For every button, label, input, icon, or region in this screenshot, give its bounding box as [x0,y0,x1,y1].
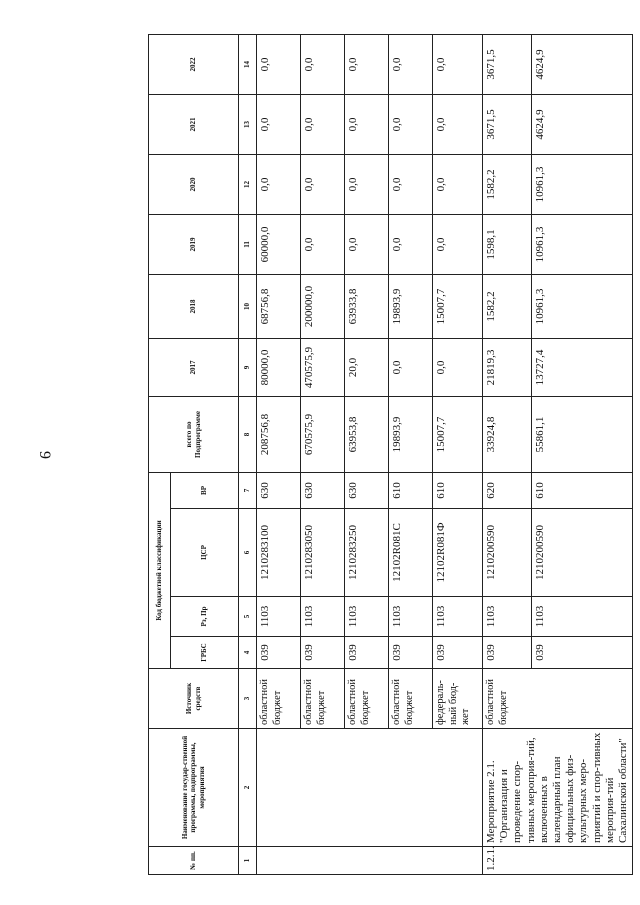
year-cell: 15007,7 [433,274,483,338]
source-cell: областной бюджет [389,669,433,729]
source-cell: федераль-ный бюд-жет [433,669,483,729]
total-cell: 19893,9 [389,396,433,472]
column-number: 11 [239,214,257,274]
vr-cell: 610 [433,472,483,508]
column-number: 6 [239,509,257,597]
continuation-name-cell [257,729,483,847]
header-year: 2017 [149,338,239,396]
rzpr-cell: 1103 [531,597,633,637]
year-cell: 1582,2 [483,274,532,338]
csr-cell: 1210200590 [483,509,532,597]
header-name: Наименование государ-ственной программы, подпрограммы, мероприятия [149,729,239,847]
vr-cell: 630 [257,472,301,508]
budget-table-rotated [148,35,629,875]
column-number: 14 [239,34,257,94]
csr-cell: 1210200590 [531,509,633,597]
year-cell: 0,0 [301,94,345,154]
measure-name-cell: Мероприятие 2.1. "Организация и проведение спор-тивных мероприя-тий, включенных в календарный план официальных физ-культурных меро-приятий и спор-тивных мероприя-тий Сахалинской области" [483,729,633,847]
header-year: 2021 [149,94,239,154]
year-cell: 0,0 [257,94,301,154]
header-year: 2020 [149,154,239,214]
column-number: 12 [239,154,257,214]
csr-cell: 12102R081С [389,509,433,597]
header-total: всего по Подпрограмме [149,396,239,472]
rzpr-cell: 1103 [389,597,433,637]
vr-cell: 630 [345,472,389,508]
column-number: 10 [239,274,257,338]
source-cell: областной бюджет [257,669,301,729]
column-number: 9 [239,338,257,396]
budget-table [148,34,633,875]
year-cell: 0,0 [389,94,433,154]
csr-cell: 1210283250 [345,509,389,597]
column-number: 1 [239,847,257,875]
total-cell: 670575,9 [301,396,345,472]
header-csr: ЦСР [171,509,239,597]
total-cell: 55861,1 [531,396,633,472]
header-kbk: Код бюджетной классификации [149,472,171,668]
column-number: 13 [239,94,257,154]
rzpr-cell: 1103 [345,597,389,637]
table-row [257,34,301,874]
year-cell: 10961,3 [531,154,633,214]
year-cell: 0,0 [345,154,389,214]
csr-cell: 1210283050 [301,509,345,597]
year-cell: 0,0 [257,154,301,214]
vr-cell: 630 [301,472,345,508]
total-cell: 15007,7 [433,396,483,472]
rzpr-cell: 1103 [483,597,532,637]
year-cell: 0,0 [345,214,389,274]
grbs-cell: 039 [483,637,532,669]
year-cell: 0,0 [301,34,345,94]
grbs-cell: 039 [531,637,633,669]
total-cell: 208756,8 [257,396,301,472]
vr-cell: 620 [483,472,532,508]
header-grbs: ГРБС [171,637,239,669]
grbs-cell: 039 [345,637,389,669]
year-cell: 0,0 [433,338,483,396]
year-cell: 4624,9 [531,34,633,94]
year-cell: 470575,9 [301,338,345,396]
year-cell: 0,0 [433,34,483,94]
header-year: 2018 [149,274,239,338]
page-number: 9 [36,451,53,459]
grbs-cell: 039 [433,637,483,669]
year-cell: 21819,3 [483,338,532,396]
header-vr: ВР [171,472,239,508]
header-num: № пп. [149,847,239,875]
continuation-num-cell [257,847,483,875]
rzpr-cell: 1103 [433,597,483,637]
year-cell: 4624,9 [531,94,633,154]
year-cell: 0,0 [389,34,433,94]
measure-num-cell: 1.2.1. [483,847,633,875]
column-number: 7 [239,472,257,508]
year-cell: 200000,0 [301,274,345,338]
year-cell: 19893,9 [389,274,433,338]
column-number: 8 [239,396,257,472]
column-number: 2 [239,729,257,847]
year-cell: 10961,3 [531,214,633,274]
year-cell: 0,0 [433,154,483,214]
year-cell: 1582,2 [483,154,532,214]
year-cell: 0,0 [389,338,433,396]
rzpr-cell: 1103 [257,597,301,637]
column-number: 4 [239,637,257,669]
table-row [483,34,532,874]
vr-cell: 610 [389,472,433,508]
grbs-cell: 039 [257,637,301,669]
total-cell: 63953,8 [345,396,389,472]
year-cell: 0,0 [433,214,483,274]
year-cell: 0,0 [257,34,301,94]
csr-cell: 1210283100 [257,509,301,597]
year-cell: 20,0 [345,338,389,396]
grbs-cell: 039 [389,637,433,669]
header-year: 2022 [149,34,239,94]
measure-source-cell: областной бюджет [483,669,633,729]
year-cell: 0,0 [301,154,345,214]
rzpr-cell: 1103 [301,597,345,637]
vr-cell: 610 [531,472,633,508]
source-cell: областной бюджет [345,669,389,729]
year-cell: 3671,5 [483,94,532,154]
year-cell: 13727,4 [531,338,633,396]
year-cell: 80000,0 [257,338,301,396]
source-cell: областной бюджет [301,669,345,729]
grbs-cell: 039 [301,637,345,669]
year-cell: 0,0 [389,214,433,274]
header-year: 2019 [149,214,239,274]
year-cell: 60000,0 [257,214,301,274]
year-cell: 1598,1 [483,214,532,274]
header-rzpr: Рз, Пр [171,597,239,637]
year-cell: 3671,5 [483,34,532,94]
year-cell: 68756,8 [257,274,301,338]
csr-cell: 12102R081Ф [433,509,483,597]
year-cell: 0,0 [345,94,389,154]
column-number: 3 [239,669,257,729]
year-cell: 0,0 [389,154,433,214]
column-number: 5 [239,597,257,637]
total-cell: 33924,8 [483,396,532,472]
year-cell: 0,0 [301,214,345,274]
header-source: Источник средств [149,669,239,729]
year-cell: 0,0 [345,34,389,94]
year-cell: 63933,8 [345,274,389,338]
year-cell: 0,0 [433,94,483,154]
year-cell: 10961,3 [531,274,633,338]
